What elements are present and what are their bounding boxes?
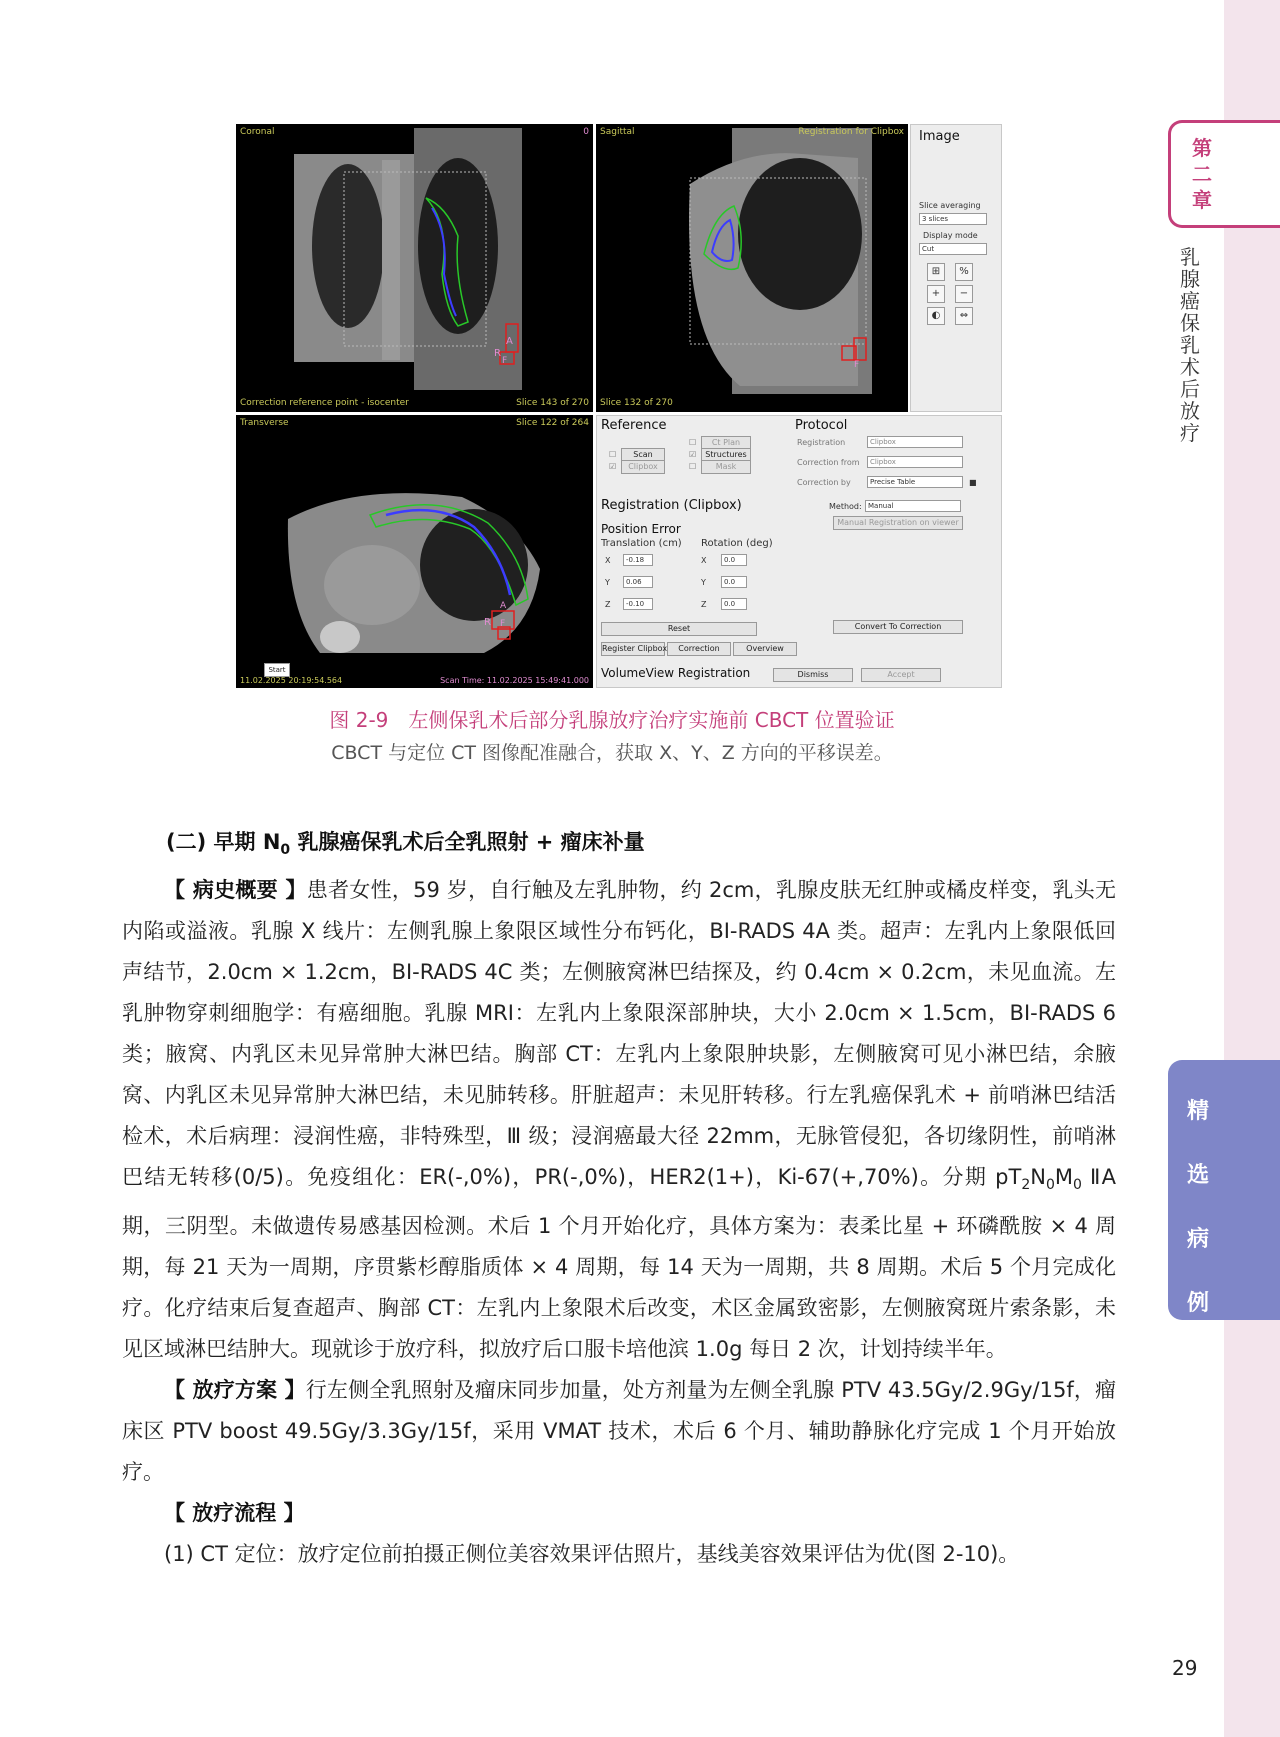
tx-axis-label: X: [605, 556, 611, 565]
clipbox-checkbox[interactable]: ☑: [609, 462, 617, 471]
heading-post: 乳腺癌保乳术后全乳照射 + 瘤床补量: [290, 830, 645, 854]
plan-text: 行左侧全乳照射及瘤床同步加量，处方剂量为左侧全乳腺 PTV 43.5Gy/2.9Gy/15f，瘤床区 PTV boost 49.5Gy/3.3Gy/15f，采用 VMAT 技术，术后 6 个月、辅助静脉化疗完成 1 个月开始放疗。: [122, 1378, 1116, 1485]
history-text-b: ⅡA 期，三阴型。未做遗传易感基因检测。术后 1 个月开始化疗，具体方案为：表柔比星 + 环磷酰胺 × 4 周期，每 21 天为一周期，序贯紫杉醇脂质体 × 4 周期，每 14 天为一周期，共 8 周期。术后 5 个月完成化疗。化疗结束后复查超声、胸部 CT：左乳内上象限术后改变，术区金属致密影，左侧腋窝斑片索条影，未见区域淋巴结肿大。现就诊于放疗科，拟放疗后口服卡培他滨 1.0g 每日 2 次，计划持续半年。: [122, 1165, 1116, 1362]
transverse-orient-r: R: [484, 617, 491, 628]
stage-t-sub: 2: [1021, 1177, 1031, 1194]
stage-m: M: [1054, 1165, 1074, 1189]
coronal-orient-r: R: [494, 348, 501, 359]
rotation-y-input[interactable]: 0.0: [721, 576, 747, 588]
zoom-out-icon[interactable]: −: [955, 285, 973, 303]
tab-overview[interactable]: Overview: [733, 642, 797, 656]
chapter-label: 第二章: [1192, 136, 1212, 212]
figure-caption-title: 图 2-9 左侧保乳术后部分乳腺放疗治疗实施前 CBCT 位置验证: [329, 708, 895, 732]
structures-button[interactable]: Structures: [701, 448, 751, 462]
stage-n: N: [1030, 1165, 1046, 1189]
tz-axis-label: Z: [605, 600, 611, 609]
sagittal-mode: Registration for Clipbox: [798, 127, 904, 137]
process-step-1: (1) CT 定位：放疗定位前拍摄正侧位美容效果评估照片，基线美容效果评估为优(图 2-10)。: [164, 1542, 1020, 1567]
rotation-label: Rotation (deg): [701, 538, 773, 549]
registration-title: Registration (Clipbox): [601, 498, 742, 513]
transverse-image: [236, 415, 593, 688]
dismiss-button[interactable]: Dismiss: [773, 668, 853, 682]
sagittal-orient-f: F: [854, 360, 860, 370]
image-panel-title: Image: [919, 129, 960, 144]
coronal-orient-a: A: [506, 336, 513, 347]
clipbox-button[interactable]: Clipbox: [621, 460, 665, 474]
transverse-panel: [236, 415, 593, 688]
coronal-slice: Slice 143 of 270: [516, 398, 589, 408]
heading-subscript: 0: [280, 842, 291, 859]
chapter-tab: [1168, 120, 1280, 228]
scan-button[interactable]: Scan: [621, 448, 665, 462]
ratio-icon[interactable]: %: [955, 263, 973, 281]
registration-control-panel: [596, 415, 1002, 688]
rz-axis-label: Z: [701, 600, 707, 609]
lock-icon[interactable]: ■: [969, 478, 977, 487]
coronal-panel: [236, 124, 593, 412]
pan-icon[interactable]: ⇔: [955, 307, 973, 325]
rotation-x-input[interactable]: 0.0: [721, 554, 747, 566]
process-heading: [122, 1493, 1116, 1534]
section-tab-label: 精选病例: [1186, 1099, 1209, 1316]
sidebar-strip: [1224, 0, 1280, 1737]
coronal-title: Coronal: [240, 127, 275, 137]
zoom-in-icon[interactable]: +: [927, 285, 945, 303]
sagittal-image: [596, 124, 908, 412]
transverse-orient-a: A: [500, 601, 507, 611]
figure-caption-subtitle: CBCT 与定位 CT 图像配准融合，获取 X、Y、Z 方向的平移误差。: [331, 742, 893, 764]
history-text-a: 患者女性，59 岁，自行触及左乳肿物，约 2cm，乳腺皮肤无红肿或橘皮样变，乳头无内陷或溢液。乳腺 X 线片：左侧乳腺上象限区域性分布钙化，BI-RADS 4A 类。超声：左乳内上象限低回声结节，2.0cm × 1.2cm，BI-RADS 4C 类；左侧腋窝淋巴结探及，约 0.4cm × 0.2cm，未见血流。左乳肿物穿刺细胞学：有癌细胞。乳腺 MRI：左乳内上象限深部肿块，大小 2.0cm × 1.5cm，BI-RADS 6 类；腋窝、内乳区未见异常肿大淋巴结。胸部 CT：左乳内上象限肿块影，左侧腋窝可见小淋巴结，余腋窝、内乳区未见异常肿大淋巴结，未见肺转移。肝脏超声：未见肝转移。行左乳癌保乳术 + 前哨淋巴结活检术，术后病理：浸润性癌，非特殊型，Ⅲ 级；浸润癌最大径 22mm，无脉管侵犯，各切缘阴性，前哨淋巴结无转移(0/5)。免疫组化：ER(-,0%)，PR(-,0%)，HER2(1+)，Ki-67(+,70%)。分期 pT: [122, 878, 1116, 1189]
coronal-corner: 0: [583, 127, 589, 137]
section-tab: [1168, 1060, 1280, 1320]
slice-averaging-select[interactable]: 3 slices: [919, 213, 987, 225]
slice-averaging-label: Slice averaging: [919, 201, 981, 210]
ct-plan-button[interactable]: Ct Plan: [701, 436, 751, 450]
ty-axis-label: Y: [605, 578, 610, 587]
correction-by-select[interactable]: Precise Table: [867, 476, 963, 488]
correction-by-label: Correction by: [797, 478, 851, 487]
manual-registration-button[interactable]: Manual Registration on viewer: [833, 516, 963, 530]
method-label: Method:: [829, 502, 862, 511]
tab-correction[interactable]: Correction: [667, 642, 731, 656]
display-mode-select[interactable]: Cut: [919, 243, 987, 255]
accept-button[interactable]: Accept: [861, 668, 941, 682]
process-label: 【 放疗流程 】: [164, 1501, 305, 1526]
plan-label: 【 放疗方案 】: [164, 1378, 306, 1403]
tab-register-clipbox[interactable]: Register Clipbox: [601, 642, 665, 656]
section-heading: [166, 826, 645, 858]
correction-from-select[interactable]: Clipbox: [867, 456, 963, 468]
volumeview-title: VolumeView Registration: [601, 666, 751, 680]
registration-label: Registration: [797, 438, 846, 447]
translation-label: Translation (cm): [601, 538, 682, 549]
zoom-region-icon[interactable]: ⊞: [927, 263, 945, 281]
image-tools-panel: [910, 124, 1002, 412]
history-paragraph: [122, 870, 1116, 1370]
structures-checkbox[interactable]: ☑: [689, 450, 697, 459]
transverse-title: Transverse: [240, 418, 289, 428]
case-body: [122, 870, 1116, 1575]
transverse-scan-time: Scan Time: 11.02.2025 15:49:41.000: [440, 676, 589, 685]
mask-button[interactable]: Mask: [701, 460, 751, 474]
rx-axis-label: X: [701, 556, 707, 565]
ry-axis-label: Y: [701, 578, 706, 587]
display-mode-label: Display mode: [923, 231, 978, 240]
transverse-slice: Slice 122 of 264: [516, 418, 589, 428]
cbct-figure: [236, 124, 1002, 688]
rotation-z-input[interactable]: 0.0: [721, 598, 747, 610]
mask-checkbox[interactable]: ☐: [689, 462, 697, 471]
history-label: 【 病史概要 】: [164, 878, 307, 902]
heading-pre: (二) 早期 N: [166, 830, 281, 854]
correction-from-label: Correction from: [797, 458, 860, 467]
translation-z-input[interactable]: -0.10: [623, 598, 653, 610]
transverse-timestamp: 11.02.2025 20:19:54.564: [240, 676, 343, 685]
convert-to-correction-button[interactable]: Convert To Correction: [833, 620, 963, 634]
chapter-title: 乳腺癌保乳术后放疗: [1180, 245, 1200, 445]
sagittal-slice: Slice 132 of 270: [600, 398, 673, 408]
method-select[interactable]: Manual: [865, 500, 961, 512]
start-button[interactable]: Start: [264, 663, 290, 677]
transverse-orient-f: F: [500, 619, 506, 629]
page-number: 29: [1172, 1656, 1198, 1680]
scan-checkbox[interactable]: ☐: [609, 450, 617, 459]
reference-title: Reference: [601, 418, 667, 433]
coronal-orient-f: F: [502, 356, 508, 366]
protocol-title: Protocol: [795, 418, 848, 433]
sagittal-title: Sagittal: [600, 127, 635, 137]
translation-y-input[interactable]: 0.06: [623, 576, 653, 588]
ct-plan-checkbox[interactable]: ☐: [689, 438, 697, 447]
registration-select[interactable]: Clipbox: [867, 436, 963, 448]
translation-x-input[interactable]: -0.18: [623, 554, 653, 566]
contrast-icon[interactable]: ◐: [927, 307, 945, 325]
coronal-footer: Correction reference point - isocenter: [240, 398, 409, 408]
stage-m-sub: 0: [1073, 1177, 1082, 1194]
sagittal-panel: [596, 124, 908, 412]
position-error-title: Position Error: [601, 522, 681, 536]
coronal-image: [236, 124, 593, 412]
plan-paragraph: [122, 1370, 1116, 1493]
reset-button[interactable]: Reset: [601, 622, 757, 636]
stage-n-sub: 0: [1045, 1177, 1055, 1194]
